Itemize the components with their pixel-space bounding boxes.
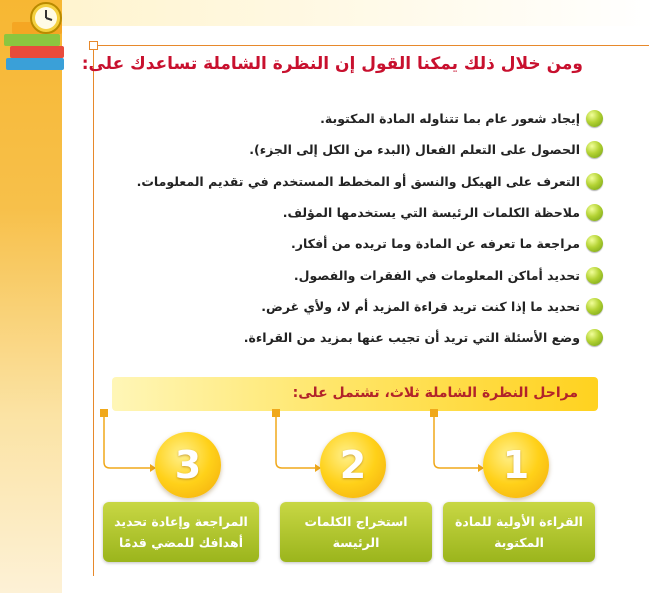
stage-box-1 [443,502,595,562]
stages-title: مراحل النظرة الشاملة ثلاث، تشتمل على: [292,385,578,401]
page-heading: ومن خلال ذلك يمكنا القول إن النظرة الشاملة تساعدك على: [81,54,583,74]
stage-label-2: استخراج الكلمات الرئيسة [304,514,408,550]
list-item-text: ملاحظة الكلمات الرئيسة التي يستخدمها المؤلف. [282,205,580,221]
stage-number-2: 2 [320,432,386,498]
stage-label-1: القراءة الأولية للمادة المكتوبة [455,514,583,550]
list-item-text: تحديد ما إذا كنت تريد قراءة المزيد أم لا، ولأي غرض. [261,298,580,314]
stage-label-3: المراجعة وإعادة تحديد أهدافك للمضي قدمًا [114,514,248,550]
list-item-text: الحصول على التعلم الفعال (البدء من الكل إلى الجزء). [249,142,580,158]
list-item-text: وضع الأسئلة التي تريد أن تجيب عنها بمزيد من القراءة. [243,330,580,346]
stage-box-2 [280,502,432,562]
list-item-text: التعرف على الهيكل والنسق أو المخطط المستخدم في تقديم المعلومات. [136,173,580,189]
list-item-text: تحديد أماكن المعلومات في الفقرات والفصول. [293,267,580,283]
stage-box-3 [103,502,259,562]
list-item-text: إيجاد شعور عام بما تتناوله المادة المكتوبة. [320,111,580,127]
list-item-text: مراجعة ما تعرفه عن المادة وما تريده من أفكار. [291,236,580,252]
stage-number-3: 3 [155,432,221,498]
stage-number-1: 1 [483,432,549,498]
